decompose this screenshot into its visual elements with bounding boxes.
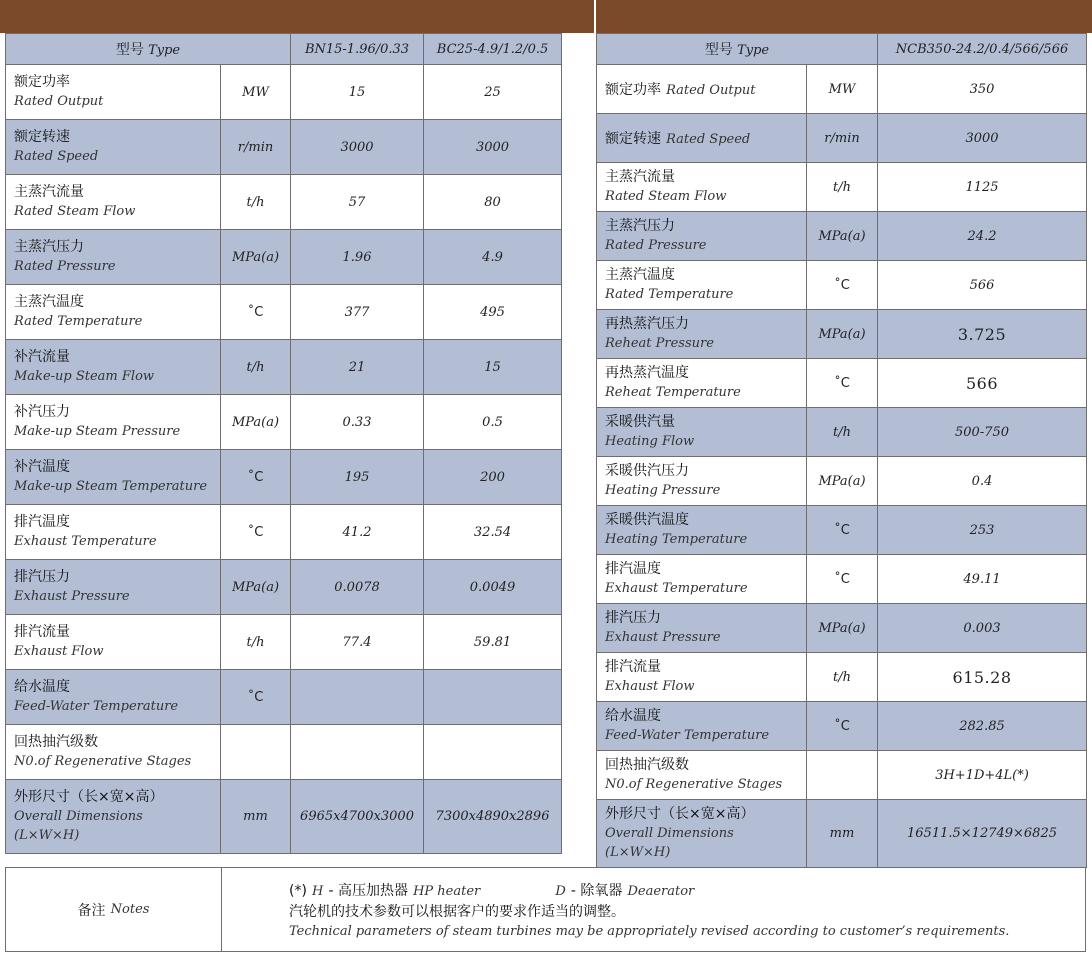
value-cell: 3000 <box>291 120 424 175</box>
value-cell: 21 <box>291 340 424 395</box>
label-en: N0.of Regenerative Stages <box>14 754 192 769</box>
left-model-2: BC25-4.9/1.2/0.5 <box>424 34 562 65</box>
unit-cell: ˚C <box>221 450 291 505</box>
right-row-reheat-pressure <box>597 310 1087 359</box>
row-label <box>597 65 807 114</box>
label-en: Reheat Temperature <box>605 385 741 400</box>
label-cn: 给水温度 <box>14 679 70 695</box>
label-en-2: (L×W×H) <box>605 845 671 860</box>
label-en: Exhaust Flow <box>14 644 104 659</box>
row-label <box>597 457 807 506</box>
label-en: Exhaust Temperature <box>605 581 748 596</box>
label-en: Make-up Steam Pressure <box>14 424 181 439</box>
value-cell: 7300x4890x2896 <box>424 780 562 854</box>
row-label <box>6 780 221 854</box>
right-row-feed-water-temperature <box>597 702 1087 751</box>
row-label <box>6 670 221 725</box>
label-cn: 补汽流量 <box>14 349 70 365</box>
left-header-row <box>6 34 562 65</box>
left-row-n0-of-regenerative-stages <box>6 725 562 780</box>
unit-cell: ˚C <box>221 285 291 340</box>
right-row-reheat-temperature <box>597 359 1087 408</box>
label-cn: 排汽压力 <box>605 610 661 626</box>
row-label <box>6 395 221 450</box>
right-row-heating-temperature <box>597 506 1087 555</box>
label-cn: 主蒸汽温度 <box>14 294 84 310</box>
right-row-rated-temperature <box>597 261 1087 310</box>
value-cell: 3000 <box>878 114 1087 163</box>
label-en: Exhaust Pressure <box>14 589 130 604</box>
value-cell: 25 <box>424 65 562 120</box>
value-cell: 4.9 <box>424 230 562 285</box>
unit-cell: ˚C <box>221 505 291 560</box>
value-cell: 0.0049 <box>424 560 562 615</box>
label-cn: 再热蒸汽温度 <box>605 365 689 381</box>
label-en: Heating Flow <box>605 434 695 449</box>
left-model-1: BN15-1.96/0.33 <box>291 34 424 65</box>
row-label <box>6 615 221 670</box>
value-cell: 59.81 <box>424 615 562 670</box>
label-en: Rated Output <box>666 82 756 98</box>
left-spec-table <box>5 33 562 854</box>
unit-cell: MPa(a) <box>807 310 878 359</box>
value-cell: 0.003 <box>878 604 1087 653</box>
right-row-n0-of-regenerative-stages <box>597 751 1087 800</box>
right-row-rated-speed <box>597 114 1087 163</box>
right-row-heating-flow <box>597 408 1087 457</box>
label-en: Rated Speed <box>666 131 751 147</box>
top-bar <box>0 0 1092 33</box>
left-row-overall-dimensions <box>6 780 562 854</box>
row-label <box>597 555 807 604</box>
unit-cell <box>807 751 878 800</box>
left-row-make-up-steam-flow <box>6 340 562 395</box>
value-cell: 41.2 <box>291 505 424 560</box>
unit-cell: t/h <box>221 175 291 230</box>
unit-cell: t/h <box>807 653 878 702</box>
value-cell: 24.2 <box>878 212 1087 261</box>
label-en: Exhaust Pressure <box>605 630 721 645</box>
value-cell: 566 <box>878 359 1087 408</box>
label-cn: 额定转速 <box>605 130 661 147</box>
right-row-overall-dimensions <box>597 800 1087 868</box>
row-label <box>597 702 807 751</box>
label-en: Rated Output <box>14 94 104 109</box>
label-cn: 外形尺寸（长×宽×高） <box>605 806 755 822</box>
left-row-feed-water-temperature <box>6 670 562 725</box>
left-row-rated-speed <box>6 120 562 175</box>
row-label <box>6 285 221 340</box>
label-cn: 采暖供汽量 <box>605 414 675 430</box>
right-row-exhaust-pressure <box>597 604 1087 653</box>
left-row-make-up-steam-pressure <box>6 395 562 450</box>
value-cell <box>424 670 562 725</box>
row-label <box>597 604 807 653</box>
label-en: Rated Temperature <box>605 287 734 302</box>
label-cn: 采暖供汽温度 <box>605 512 689 528</box>
right-row-rated-pressure <box>597 212 1087 261</box>
unit-cell: t/h <box>807 163 878 212</box>
row-label <box>597 408 807 457</box>
label-en: Make-up Steam Temperature <box>14 479 208 494</box>
value-cell: 566 <box>878 261 1087 310</box>
unit-cell: ˚C <box>807 359 878 408</box>
right-spec-table <box>596 33 1087 868</box>
row-label <box>6 725 221 780</box>
label-en: Heating Pressure <box>605 483 721 498</box>
notes-en-line: Technical parameters of steam turbines may be appropriately revised according to customer’s requirements. <box>289 924 1010 939</box>
label-cn: 主蒸汽流量 <box>605 169 675 185</box>
right-row-exhaust-temperature <box>597 555 1087 604</box>
label-cn: 外形尺寸（长×宽×高） <box>14 789 164 805</box>
top-bar-divider <box>594 0 596 33</box>
label-en: Feed-Water Temperature <box>605 728 770 743</box>
row-label <box>6 65 221 120</box>
label-en: Rated Steam Flow <box>14 204 136 219</box>
unit-cell: MPa(a) <box>807 457 878 506</box>
label-cn: 补汽压力 <box>14 404 70 420</box>
label-cn: 额定功率 <box>605 81 661 98</box>
unit-cell: MPa(a) <box>807 212 878 261</box>
label-cn: 排汽温度 <box>14 514 70 530</box>
unit-cell: t/h <box>221 340 291 395</box>
label-en: Rated Pressure <box>14 259 116 274</box>
value-cell <box>424 725 562 780</box>
left-row-exhaust-pressure <box>6 560 562 615</box>
right-model-1: NCB350-24.2/0.4/566/566 <box>878 34 1087 65</box>
notes-cn-line: 汽轮机的技术参数可以根据客户的要求作适当的调整。 <box>289 904 625 920</box>
left-row-exhaust-temperature <box>6 505 562 560</box>
label-cn: 排汽流量 <box>605 659 661 675</box>
label-cn: 额定转速 <box>14 129 70 145</box>
value-cell: 1125 <box>878 163 1087 212</box>
label-en: Feed-Water Temperature <box>14 699 179 714</box>
unit-cell: t/h <box>807 408 878 457</box>
value-cell: 32.54 <box>424 505 562 560</box>
unit-cell: mm <box>221 780 291 854</box>
unit-cell <box>221 725 291 780</box>
label-en: Rated Speed <box>14 149 99 164</box>
value-cell: 500-750 <box>878 408 1087 457</box>
row-label <box>597 653 807 702</box>
right-row-heating-pressure <box>597 457 1087 506</box>
value-cell: 80 <box>424 175 562 230</box>
row-label <box>6 230 221 285</box>
unit-cell: ˚C <box>807 261 878 310</box>
label-en: Overall Dimensions <box>14 809 143 824</box>
right-header-row <box>597 34 1087 65</box>
left-type-header: 型号 Type <box>6 34 291 65</box>
row-label <box>597 800 807 868</box>
notes-body <box>289 880 1009 942</box>
value-cell: 0.33 <box>291 395 424 450</box>
row-label <box>6 175 221 230</box>
value-cell: 0.4 <box>878 457 1087 506</box>
notes-label: 备注 Notes <box>6 868 222 951</box>
value-cell: 350 <box>878 65 1087 114</box>
left-row-rated-temperature <box>6 285 562 340</box>
row-label <box>6 560 221 615</box>
value-cell: 495 <box>424 285 562 340</box>
value-cell: 0.5 <box>424 395 562 450</box>
row-label <box>597 506 807 555</box>
label-cn: 额定功率 <box>14 74 70 90</box>
value-cell: 3.725 <box>878 310 1087 359</box>
right-row-rated-output <box>597 65 1087 114</box>
notes-section <box>5 867 1086 952</box>
value-cell: 6965x4700x3000 <box>291 780 424 854</box>
value-cell: 15 <box>424 340 562 395</box>
label-cn: 回热抽汽级数 <box>605 757 689 773</box>
label-cn: 主蒸汽流量 <box>14 184 84 200</box>
left-row-exhaust-flow <box>6 615 562 670</box>
left-row-rated-output <box>6 65 562 120</box>
unit-cell: ˚C <box>807 506 878 555</box>
left-row-make-up-steam-temperature <box>6 450 562 505</box>
row-label <box>597 114 807 163</box>
unit-cell: MPa(a) <box>807 604 878 653</box>
label-en: Rated Temperature <box>14 314 143 329</box>
unit-cell: r/min <box>221 120 291 175</box>
unit-cell: mm <box>807 800 878 868</box>
label-cn: 主蒸汽温度 <box>605 267 675 283</box>
label-en: Exhaust Flow <box>605 679 695 694</box>
label-cn: 回热抽汽级数 <box>14 734 98 750</box>
label-cn: 排汽压力 <box>14 569 70 585</box>
value-cell <box>291 725 424 780</box>
right-row-exhaust-flow <box>597 653 1087 702</box>
label-en: Overall Dimensions <box>605 826 734 841</box>
value-cell: 195 <box>291 450 424 505</box>
right-type-header: 型号 Type <box>597 34 878 65</box>
label-cn: 再热蒸汽压力 <box>605 316 689 332</box>
value-cell: 16511.5×12749×6825 <box>878 800 1087 868</box>
left-row-rated-steam-flow <box>6 175 562 230</box>
row-label <box>597 212 807 261</box>
row-label <box>597 751 807 800</box>
label-cn: 补汽温度 <box>14 459 70 475</box>
unit-cell: ˚C <box>221 670 291 725</box>
row-label <box>597 163 807 212</box>
row-label <box>6 450 221 505</box>
left-row-rated-pressure <box>6 230 562 285</box>
label-en-2: (L×W×H) <box>14 828 80 843</box>
label-cn: 排汽温度 <box>605 561 661 577</box>
label-cn: 排汽流量 <box>14 624 70 640</box>
value-cell: 0.0078 <box>291 560 424 615</box>
label-cn: 主蒸汽压力 <box>605 218 675 234</box>
row-label <box>6 340 221 395</box>
value-cell: 3H+1D+4L(*) <box>878 751 1087 800</box>
label-en: Rated Steam Flow <box>605 189 727 204</box>
value-cell: 282.85 <box>878 702 1087 751</box>
value-cell: 1.96 <box>291 230 424 285</box>
unit-cell: r/min <box>807 114 878 163</box>
unit-cell: ˚C <box>807 702 878 751</box>
right-row-rated-steam-flow <box>597 163 1087 212</box>
notes-legend-line: (*) H - 高压加热器 HP heater D - 除氧器 Deaerator <box>289 883 695 899</box>
unit-cell: MPa(a) <box>221 230 291 285</box>
label-cn: 主蒸汽压力 <box>14 239 84 255</box>
value-cell: 3000 <box>424 120 562 175</box>
row-label <box>597 261 807 310</box>
value-cell: 15 <box>291 65 424 120</box>
label-en: Heating Temperature <box>605 532 748 547</box>
unit-cell: ˚C <box>807 555 878 604</box>
unit-cell: MW <box>807 65 878 114</box>
value-cell: 77.4 <box>291 615 424 670</box>
row-label <box>6 120 221 175</box>
value-cell: 57 <box>291 175 424 230</box>
label-en: Make-up Steam Flow <box>14 369 155 384</box>
row-label <box>597 359 807 408</box>
label-en: Rated Pressure <box>605 238 707 253</box>
label-cn: 采暖供汽压力 <box>605 463 689 479</box>
value-cell: 49.11 <box>878 555 1087 604</box>
row-label <box>597 310 807 359</box>
unit-cell: MPa(a) <box>221 395 291 450</box>
value-cell: 377 <box>291 285 424 340</box>
label-cn: 给水温度 <box>605 708 661 724</box>
unit-cell: MW <box>221 65 291 120</box>
value-cell: 200 <box>424 450 562 505</box>
label-en: Exhaust Temperature <box>14 534 157 549</box>
unit-cell: MPa(a) <box>221 560 291 615</box>
label-en: N0.of Regenerative Stages <box>605 777 783 792</box>
label-en: Reheat Pressure <box>605 336 714 351</box>
value-cell: 615.28 <box>878 653 1087 702</box>
unit-cell: t/h <box>221 615 291 670</box>
value-cell: 253 <box>878 506 1087 555</box>
row-label <box>6 505 221 560</box>
value-cell <box>291 670 424 725</box>
